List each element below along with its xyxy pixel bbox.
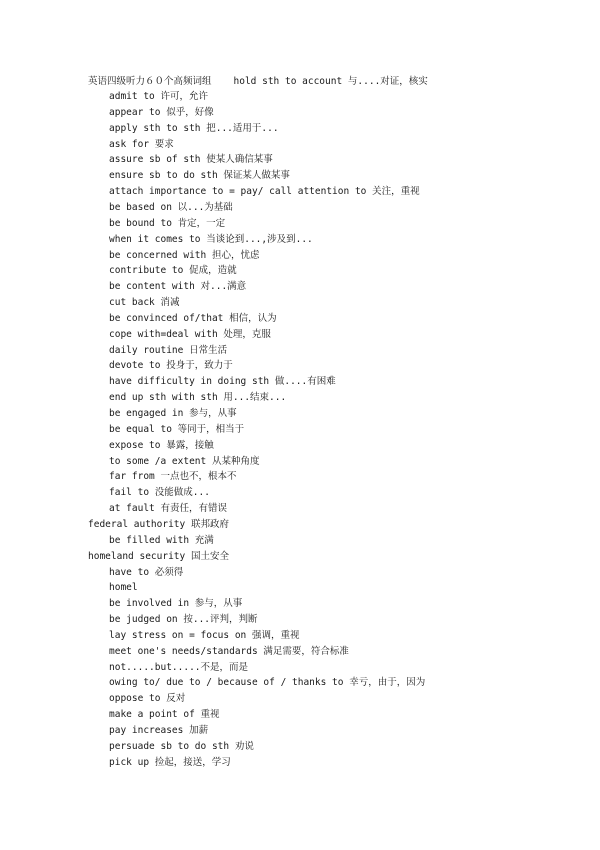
- entry-line: be equal to 等同于，相当于: [109, 424, 245, 435]
- entry-line: be filled with 充满: [109, 535, 214, 546]
- entry-line: have difficulty in doing sth 做....有困难: [109, 376, 336, 387]
- entry-line: meet one's needs/standards 满足需要，符合标准: [109, 646, 349, 657]
- entry-line: be convinced of/that 相信，认为: [109, 313, 277, 324]
- entry-line: appear to 似乎，好像: [109, 107, 214, 118]
- entry-line: lay stress on = focus on 强调，重视: [109, 630, 300, 641]
- entry-line: be concerned with 担心，忧虑: [109, 250, 260, 261]
- entry-line: assure sb of sth 使某人确信某事: [109, 154, 273, 165]
- entry-line: have to 必须得: [109, 567, 184, 578]
- entry-line: be bound to 肯定，一定: [109, 218, 226, 229]
- first-entry: hold sth to account 与....对证，核实: [233, 76, 428, 87]
- entry-line: admit to 许可，允许: [109, 91, 208, 102]
- entry-line: apply sth to sth 把...适用于...: [109, 123, 279, 134]
- entry-line: attach importance to = pay/ call attention to 关注，重视: [109, 186, 420, 197]
- entry-line: homeland security 国土安全: [88, 551, 229, 562]
- entry-line: when it comes to 当谈论到...,涉及到...: [109, 234, 313, 245]
- entry-line: be content with 对...满意: [109, 281, 247, 292]
- entry-line: cope with=deal with 处理，克服: [109, 329, 271, 340]
- entry-line: persuade sb to do sth 劝说: [109, 741, 254, 752]
- entry-line: daily routine 日常生活: [109, 345, 228, 356]
- entry-line: homel: [109, 582, 138, 593]
- entry-line: be involved in 参与，从事: [109, 598, 243, 609]
- entry-line: pay increases 加薪: [109, 725, 209, 736]
- entry-line: federal authority 联邦政府: [88, 519, 229, 530]
- title-row: [88, 73, 428, 87]
- page-title: 英语四级听力６０个高频词组: [88, 76, 212, 87]
- entry-line: fail to 没能做成...: [109, 487, 210, 498]
- entry-line: be judged on 按...评判，判断: [109, 614, 258, 625]
- entry-line: be engaged in 参与，从事: [109, 408, 237, 419]
- entry-line: expose to 暴露，接触: [109, 440, 214, 451]
- entry-line: far from 一点也不，根本不: [109, 471, 237, 482]
- entry-line: owing to/ due to / because of / thanks to 幸亏，由于，因为: [109, 677, 426, 688]
- entry-line: not.....but.....不是，而是: [109, 662, 249, 673]
- entry-line: cut back 消减: [109, 297, 180, 308]
- entry-line: oppose to 反对: [109, 693, 186, 704]
- entry-line: be based on 以...为基础: [109, 202, 233, 213]
- entry-line: make a point of 重视: [109, 709, 220, 720]
- entry-line: contribute to 促成，造就: [109, 265, 237, 276]
- entry-line: end up sth with sth 用...结束...: [109, 392, 287, 403]
- entry-line: devote to 投身于，致力于: [109, 360, 233, 371]
- entry-line: to some /a extent 从某种角度: [109, 456, 260, 467]
- entry-line: ask for 要求: [109, 139, 174, 150]
- entry-line: pick up 捡起，接送，学习: [109, 757, 231, 768]
- entry-line: ensure sb to do sth 保证某人做某事: [109, 170, 290, 181]
- entry-line: at fault 有责任，有错误: [109, 503, 227, 514]
